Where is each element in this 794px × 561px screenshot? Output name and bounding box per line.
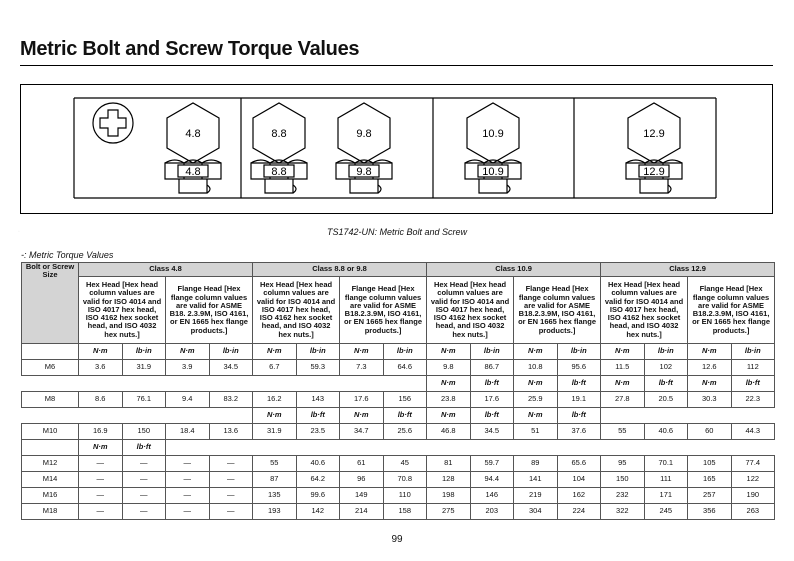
hex-head-desc: Hex Head [Hex head column values are valid for ISO 4014 and ISO 4017 hex head, ISO 4162 hex socket head, and ISO 4032 hex nuts.] <box>253 277 340 344</box>
blank-cell <box>688 440 732 456</box>
value-cell: 7.3 <box>340 360 384 376</box>
value-cell: — <box>122 472 166 488</box>
value-cell: — <box>122 456 166 472</box>
value-cell: 149 <box>340 488 384 504</box>
unit-cell: lb·ft <box>296 408 340 424</box>
unit-cell: N·m <box>427 408 471 424</box>
value-cell: 190 <box>731 488 775 504</box>
blank-cell <box>209 408 253 424</box>
value-cell: 104 <box>557 472 601 488</box>
table-row <box>22 488 775 504</box>
blank-cell <box>122 408 166 424</box>
class-header: Class 12.9 <box>601 263 775 277</box>
bolt-icon <box>165 103 221 193</box>
flange-head-desc: Flange Head [Hex flange column values are valid for ASME B18. 2.3.9M, ISO 4161, or EN 1665 hex flange products.] <box>166 277 253 344</box>
bolt-figure <box>20 84 773 214</box>
unit-cell: N·m <box>79 344 123 360</box>
value-cell: — <box>209 488 253 504</box>
blank-cell <box>22 440 79 456</box>
bolt-icon <box>251 103 307 193</box>
table-row <box>22 392 775 408</box>
unit-cell: lb·in <box>383 344 427 360</box>
table-caption: -: Metric Torque Values <box>21 250 114 260</box>
class-header: Class 10.9 <box>427 263 601 277</box>
value-cell: 193 <box>253 504 297 520</box>
value-cell: 25.6 <box>383 424 427 440</box>
blank-cell <box>296 376 340 392</box>
value-cell: 34.7 <box>340 424 384 440</box>
grade-marking: 8.8 <box>271 166 287 178</box>
hex-head-desc: Hex Head [Hex head column values are valid for ISO 4014 and ISO 4017 hex head, ISO 4162 hex socket head, and ISO 4032 hex nuts.] <box>601 277 688 344</box>
grade-marking: 8.8 <box>271 128 287 140</box>
table-row <box>22 360 775 376</box>
bolt-icon <box>626 103 682 193</box>
value-cell: 135 <box>253 488 297 504</box>
value-cell: 141 <box>514 472 558 488</box>
value-cell: 95 <box>601 456 645 472</box>
blank-cell <box>22 376 79 392</box>
unit-cell: N·m <box>340 408 384 424</box>
value-cell: — <box>79 504 123 520</box>
value-cell: 111 <box>644 472 688 488</box>
unit-cell: N·m <box>688 344 732 360</box>
watermark: · <box>15 230 22 233</box>
value-cell: 3.9 <box>166 360 210 376</box>
grade-marking: 4.8 <box>185 128 201 140</box>
size-cell: M18 <box>22 504 79 520</box>
unit-cell: lb·in <box>209 344 253 360</box>
value-cell: 55 <box>253 456 297 472</box>
unit-cell: N·m <box>253 408 297 424</box>
value-cell: — <box>166 504 210 520</box>
value-cell: 19.1 <box>557 392 601 408</box>
blank-cell <box>383 440 427 456</box>
flange-head-desc: Flange Head [Hex flange column values are valid for ASME B18.2.3.9M, ISO 4161, or EN 1665 hex flange products.] <box>340 277 427 344</box>
hex-head-desc: Hex Head [Hex head column values are valid for ISO 4014 and ISO 4017 hex head, ISO 4162 hex socket head, and ISO 4032 hex nuts.] <box>79 277 166 344</box>
value-cell: 83.2 <box>209 392 253 408</box>
torque-table <box>21 262 775 520</box>
value-cell: 356 <box>688 504 732 520</box>
blank-cell <box>644 440 688 456</box>
value-cell: — <box>79 472 123 488</box>
value-cell: 34.5 <box>209 360 253 376</box>
value-cell: 171 <box>644 488 688 504</box>
value-cell: 162 <box>557 488 601 504</box>
value-cell: 214 <box>340 504 384 520</box>
table-row <box>22 472 775 488</box>
value-cell: — <box>122 488 166 504</box>
blank-cell <box>122 376 166 392</box>
value-cell: 70.1 <box>644 456 688 472</box>
value-cell: 16.2 <box>253 392 297 408</box>
blank-cell <box>514 440 558 456</box>
flange-head-desc: Flange Head [Hex flange column values are valid for ASME B18.2.3.9M, ISO 4161, or EN 1665 hex flange products.] <box>688 277 775 344</box>
value-cell: 44.3 <box>731 424 775 440</box>
page-number: 99 <box>391 534 403 545</box>
value-cell: — <box>166 456 210 472</box>
value-cell: — <box>79 456 123 472</box>
value-cell: 102 <box>644 360 688 376</box>
value-cell: 45 <box>383 456 427 472</box>
value-cell: 23.8 <box>427 392 471 408</box>
value-cell: 25.9 <box>514 392 558 408</box>
value-cell: — <box>166 472 210 488</box>
blank-cell <box>731 440 775 456</box>
value-cell: 20.5 <box>644 392 688 408</box>
value-cell: 99.6 <box>296 488 340 504</box>
hex-head-desc: Hex Head [Hex head column values are valid for ISO 4014 and ISO 4017 hex head, ISO 4162 hex socket head, and ISO 4032 hex nuts.] <box>427 277 514 344</box>
unit-cell: lb·ft <box>557 376 601 392</box>
value-cell: 128 <box>427 472 471 488</box>
blank-cell <box>22 408 79 424</box>
figure-caption: TS1742-UN: Metric Bolt and Screw <box>326 227 468 237</box>
value-cell: 122 <box>731 472 775 488</box>
value-cell: 86.7 <box>470 360 514 376</box>
blank-cell <box>166 376 210 392</box>
value-cell: 146 <box>470 488 514 504</box>
value-cell: — <box>209 472 253 488</box>
value-cell: 77.4 <box>731 456 775 472</box>
blank-cell <box>79 376 123 392</box>
unit-cell: lb·ft <box>122 440 166 456</box>
grade-marking: 9.8 <box>356 128 372 140</box>
value-cell: 224 <box>557 504 601 520</box>
value-cell: 257 <box>688 488 732 504</box>
size-cell: M8 <box>22 392 79 408</box>
value-cell: 232 <box>601 488 645 504</box>
unit-cell: lb·ft <box>470 376 514 392</box>
value-cell: 150 <box>601 472 645 488</box>
unit-cell: N·m <box>514 376 558 392</box>
blank-cell <box>688 408 732 424</box>
blank-cell <box>209 440 253 456</box>
grade-marking: 4.8 <box>185 166 201 178</box>
grade-marking: 12.9 <box>643 166 665 178</box>
blank-cell <box>79 408 123 424</box>
page-title: Metric Bolt and Screw Torque Values <box>20 38 360 60</box>
unit-cell: N·m <box>79 440 123 456</box>
value-cell: 219 <box>514 488 558 504</box>
value-cell: 12.6 <box>688 360 732 376</box>
blank-cell <box>253 440 297 456</box>
value-cell: 322 <box>601 504 645 520</box>
value-cell: 9.8 <box>427 360 471 376</box>
unit-cell: lb·in <box>122 344 166 360</box>
table-row <box>22 456 775 472</box>
value-cell: 30.3 <box>688 392 732 408</box>
value-cell: 46.8 <box>427 424 471 440</box>
unit-cell: lb·in <box>557 344 601 360</box>
value-cell: 59.3 <box>296 360 340 376</box>
value-cell: 37.6 <box>557 424 601 440</box>
size-cell: M6 <box>22 360 79 376</box>
blank-cell <box>470 440 514 456</box>
value-cell: 203 <box>470 504 514 520</box>
blank-cell <box>340 376 384 392</box>
blank-cell <box>427 440 471 456</box>
unit-cell: lb·in <box>296 344 340 360</box>
value-cell: 64.6 <box>383 360 427 376</box>
value-cell: 8.6 <box>79 392 123 408</box>
value-cell: 3.6 <box>79 360 123 376</box>
value-cell: 61 <box>340 456 384 472</box>
value-cell: 158 <box>383 504 427 520</box>
unit-cell: N·m <box>253 344 297 360</box>
value-cell: 9.4 <box>166 392 210 408</box>
value-cell: 110 <box>383 488 427 504</box>
value-cell: 105 <box>688 456 732 472</box>
value-cell: 165 <box>688 472 732 488</box>
unit-cell: lb·in <box>470 344 514 360</box>
bolt-icon <box>336 103 392 193</box>
value-cell: 245 <box>644 504 688 520</box>
size-cell: M14 <box>22 472 79 488</box>
bolt-icon <box>465 103 521 193</box>
value-cell: 16.9 <box>79 424 123 440</box>
flange-head-desc: Flange Head [Hex flange column values are valid for ASME B18.2.3.9M, ISO 4161, or EN 1665 hex flange products.] <box>514 277 601 344</box>
unit-cell: lb·ft <box>383 408 427 424</box>
value-cell: 156 <box>383 392 427 408</box>
grade-marking: 10.9 <box>482 166 504 178</box>
unit-cell: lb·in <box>731 344 775 360</box>
value-cell: 87 <box>253 472 297 488</box>
title-rule <box>20 65 773 66</box>
blank-cell <box>383 376 427 392</box>
value-cell: — <box>122 504 166 520</box>
unit-cell: N·m <box>514 408 558 424</box>
blank-cell <box>296 440 340 456</box>
unit-cell: lb·in <box>644 344 688 360</box>
unit-cell: N·m <box>427 344 471 360</box>
unit-cell: N·m <box>166 344 210 360</box>
size-header: Bolt or Screw Size <box>22 263 79 344</box>
value-cell: 64.2 <box>296 472 340 488</box>
grade-marking: 12.9 <box>643 128 665 140</box>
value-cell: 59.7 <box>470 456 514 472</box>
value-cell: 198 <box>427 488 471 504</box>
unit-cell: lb·ft <box>644 376 688 392</box>
value-cell: 51 <box>514 424 558 440</box>
blank-cell <box>601 440 645 456</box>
unit-cell: N·m <box>427 376 471 392</box>
value-cell: 89 <box>514 456 558 472</box>
value-cell: 70.8 <box>383 472 427 488</box>
size-cell: M12 <box>22 456 79 472</box>
value-cell: 304 <box>514 504 558 520</box>
value-cell: 17.6 <box>340 392 384 408</box>
value-cell: 23.5 <box>296 424 340 440</box>
bolt-illustration <box>21 85 772 213</box>
grade-marking: 9.8 <box>356 166 372 178</box>
grade-marking: 10.9 <box>482 128 504 140</box>
size-cell: M10 <box>22 424 79 440</box>
class-header: Class 4.8 <box>79 263 253 277</box>
table-row <box>22 504 775 520</box>
value-cell: 22.3 <box>731 392 775 408</box>
value-cell: 34.5 <box>470 424 514 440</box>
blank-cell <box>22 344 79 360</box>
value-cell: 6.7 <box>253 360 297 376</box>
value-cell: 150 <box>122 424 166 440</box>
blank-cell <box>253 376 297 392</box>
value-cell: 60 <box>688 424 732 440</box>
value-cell: 27.8 <box>601 392 645 408</box>
value-cell: 76.1 <box>122 392 166 408</box>
unit-cell: N·m <box>340 344 384 360</box>
value-cell: 55 <box>601 424 645 440</box>
value-cell: 11.5 <box>601 360 645 376</box>
blank-cell <box>166 440 210 456</box>
value-cell: 13.6 <box>209 424 253 440</box>
value-cell: 65.6 <box>557 456 601 472</box>
value-cell: 112 <box>731 360 775 376</box>
blank-cell <box>166 408 210 424</box>
blank-cell <box>601 408 645 424</box>
value-cell: 96 <box>340 472 384 488</box>
value-cell: 40.6 <box>296 456 340 472</box>
unit-cell: N·m <box>601 344 645 360</box>
size-cell: M16 <box>22 488 79 504</box>
value-cell: — <box>209 504 253 520</box>
value-cell: 40.6 <box>644 424 688 440</box>
unit-cell: N·m <box>514 344 558 360</box>
unit-cell: lb·ft <box>557 408 601 424</box>
blank-cell <box>209 376 253 392</box>
value-cell: 18.4 <box>166 424 210 440</box>
recess-icon <box>93 103 133 143</box>
value-cell: — <box>79 488 123 504</box>
value-cell: 10.8 <box>514 360 558 376</box>
value-cell: 31.9 <box>122 360 166 376</box>
value-cell: 81 <box>427 456 471 472</box>
value-cell: 95.6 <box>557 360 601 376</box>
value-cell: — <box>209 456 253 472</box>
value-cell: 31.9 <box>253 424 297 440</box>
value-cell: 263 <box>731 504 775 520</box>
value-cell: 142 <box>296 504 340 520</box>
blank-cell <box>644 408 688 424</box>
value-cell: — <box>166 488 210 504</box>
blank-cell <box>731 408 775 424</box>
class-header: Class 8.8 or 9.8 <box>253 263 427 277</box>
unit-cell: N·m <box>688 376 732 392</box>
unit-cell: lb·ft <box>731 376 775 392</box>
value-cell: 17.6 <box>470 392 514 408</box>
unit-cell: lb·ft <box>470 408 514 424</box>
value-cell: 275 <box>427 504 471 520</box>
value-cell: 94.4 <box>470 472 514 488</box>
unit-cell: N·m <box>601 376 645 392</box>
blank-cell <box>340 440 384 456</box>
value-cell: 143 <box>296 392 340 408</box>
table-row <box>22 424 775 440</box>
blank-cell <box>557 440 601 456</box>
